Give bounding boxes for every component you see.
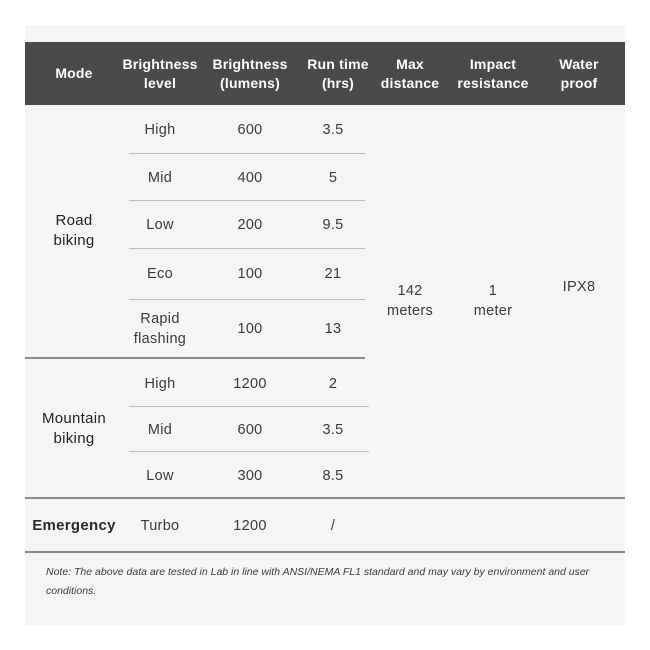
- mountain-row-2-lumens: 600: [237, 421, 263, 438]
- mountain-row-3-level: Low: [146, 467, 174, 484]
- header-brightness-level: Brightness level: [122, 55, 198, 91]
- road-row-3-level: Low: [146, 217, 174, 233]
- shared-impact-resistance: 1 meter: [473, 283, 513, 319]
- emergency-row-1-level: Turbo: [140, 517, 180, 534]
- header-water-proof: Water proof: [559, 55, 599, 91]
- group-divider: [25, 357, 365, 359]
- road-row-1-runtime: 3.5: [322, 122, 344, 138]
- emergency-row-1-lumens: 1200: [233, 517, 267, 534]
- road-row-3-runtime: 9.5: [322, 217, 344, 233]
- footnote: Note: The above data are tested in Lab in line with ANSI/NEMA FL1 standard and may vary by environment and user conditions.: [46, 566, 590, 597]
- row-divider: [129, 248, 365, 249]
- row-divider: [129, 299, 365, 300]
- road-row-3-lumens: 200: [237, 217, 263, 233]
- header-mode: Mode: [55, 65, 93, 81]
- shared-max-distance: 142 meters: [386, 283, 434, 319]
- group-divider: [25, 497, 625, 499]
- road-row-1-level: High: [144, 122, 176, 138]
- header-run-time: Run time (hrs): [307, 55, 369, 91]
- mountain-row-3-lumens: 300: [237, 467, 263, 484]
- mode-emergency: Emergency: [32, 516, 116, 534]
- mountain-row-1-lumens: 1200: [233, 375, 267, 392]
- mode-mountain-biking: Mountain biking: [41, 409, 107, 447]
- mountain-row-2-level: Mid: [147, 421, 173, 438]
- road-row-2-level: Mid: [147, 169, 173, 186]
- road-row-5-runtime: 13: [324, 321, 342, 337]
- mountain-row-1-level: High: [144, 375, 176, 392]
- header-brightness-lumens: Brightness (lumens): [212, 55, 288, 91]
- road-row-4-lumens: 100: [237, 266, 263, 282]
- mountain-row-2-runtime: 3.5: [322, 421, 344, 438]
- emergency-row-1-runtime: /: [330, 517, 336, 534]
- road-row-4-level: Eco: [147, 266, 173, 282]
- row-divider: [129, 451, 369, 452]
- mountain-row-3-runtime: 8.5: [322, 467, 344, 484]
- road-row-4-runtime: 21: [324, 266, 342, 282]
- table-bottom-divider: [25, 551, 625, 553]
- row-divider: [129, 200, 365, 201]
- row-divider: [129, 153, 365, 154]
- road-row-5-lumens: 100: [237, 321, 263, 337]
- road-row-5-level: Rapid flashing: [133, 311, 187, 347]
- road-row-2-lumens: 400: [237, 169, 263, 186]
- shared-water-proof: IPX8: [562, 278, 596, 295]
- table-header: [25, 42, 625, 105]
- mountain-row-1-runtime: 2: [328, 375, 338, 392]
- mode-road-biking: Road biking: [53, 212, 95, 249]
- road-row-1-lumens: 600: [237, 122, 263, 138]
- header-impact-resistance: Impact resistance: [457, 55, 529, 91]
- road-row-2-runtime: 5: [328, 169, 338, 186]
- header-max-distance: Max distance: [380, 55, 440, 91]
- row-divider: [129, 406, 369, 407]
